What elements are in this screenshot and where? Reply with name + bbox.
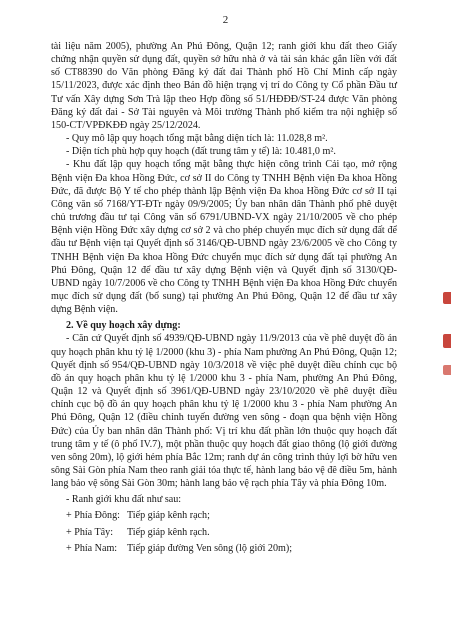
boundary-east-value: Tiếp giáp kênh rạch; [127,510,210,522]
page-number: 2 [222,14,229,26]
boundary-west [51,526,397,539]
section-heading-construction-planning: 2. Về quy hoạch xây dựng: [66,320,181,332]
paragraph-boundary-intro: - Ranh giới khu đất như sau: [66,494,182,506]
boundary-west-label: + Phía Tây: [66,526,113,538]
paragraph-location-continued: tài liệu năm 2005), phường An Phú Đông, Quận 12; ranh giới khu đất theo Giấy chứng nhận quyền sử dụng đất, quyền sở hữu nhà ở và tài sản khác gắn liền với đất số CT88390 do Văn phòng Đăng ký đất đai Thành phố Hồ Chí Minh cấp ngày 15/11/2023, được xác định theo Bản đồ hiện trạng vị trí do Công ty Cổ phần Đầu tư Tư vấn Xây dựng Sơn Trà lập theo Hợp đồng số 51/HĐĐĐ/ST-24 được Văn phòng Đăng ký đất đai - Sở Tài nguyên và Môi trường Thành phố kiểm tra nội nghiệp số 150-CT/VPĐKĐĐ ngày 25/12/2024. [51,41,397,131]
boundary-south-label: + Phía Nam: [66,542,118,554]
paragraph-planning-area: - Quy mô lập quy hoạch tổng mặt bằng diện tích là: 11.028,8 m². [66,133,328,145]
paragraph-planning-basis: - Căn cứ Quyết định số 4939/QĐ-UBND ngày 11/9/2013 của về phê duyệt đồ án quy hoạch phân khu tỷ lệ 1/2000 (khu 3) - phía Nam phường An Phú Đông, Quận 12; Quyết định số 954/QĐ-UBND ngày 10/3/2018 về việc phê duyệt điều chỉnh cục bộ đồ án quy hoạch phân khu tỷ lệ 1/2000 khu 3 - phía Nam, phường An Phú Đông, Quận 12 và Quyết định số 3961/QĐ-UBND ngày 23/10/2020 về phê duyệt điều chỉnh cục bộ đồ án quy hoạch phân khu tỷ lệ 1/2000 khu 3 - phía Nam phường An Phú Đông, Quận 12 (điều chỉnh tuyến đường ven sông - đoạn qua bệnh viện Hồng Đức) của Ủy ban nhân dân Thành phố: Vị trí khu đất phần lớn thuộc quy hoạch đất trung tâm y tế (ô phố IV.7), một phần thuộc quy hoạch đất giao thông (lộ giới đường ven sông 20m), lộ giới hẻm phía Bắc 12m; ranh dự án công trình thủy lợi bờ hữu ven sông Sài Gòn phía Nam theo ranh giải tỏa thực tế, hành lang bảo vệ đê điều 5m, hành lang bảo vệ sông Sài Gòn 30m; hành lang bảo vệ rạch phía Tây và phía Đông 10m. [51,333,397,490]
boundary-east-label: + Phía Đông: [66,510,120,522]
document-body [51,40,397,555]
page-edge-stamp-fragment [443,292,451,304]
page-edge-stamp-fragment [443,334,451,348]
boundary-east [51,509,397,522]
boundary-south [51,542,397,555]
paragraph-suitable-area: - Diện tích phù hợp quy hoạch (đất trung tâm y tế) là: 10.481,0 m². [66,146,336,158]
boundary-south-value: Tiếp giáp đường Ven sông (lộ giới 20m); [127,542,293,554]
paragraph-hospital-project: - Khu đất lập quy hoạch tổng mặt bằng thực hiện công trình Cải tạo, mở rộng Bệnh viện Đa khoa Hồng Đức, cơ sở II do Công ty TNHH Bệnh viện Đa khoa Hồng Đức, đã được Bộ Y tế cho phép thành lập Bệnh viện Đa khoa Hồng Đức cơ sở II tại Công văn số 7168/YT-ĐTr ngày 09/9/2005; Ủy ban nhân dân Thành phố phê duyệt chủ trương đầu tư tại Công văn số 6791/UBND-VX ngày 21/10/2005 về cho phép Bệnh viện Hồng Đức xây dựng cơ sở 2 và cho phép chuyển mục đích sử dụng đất để đầu tư Bệnh viện tại Quyết định số 3146/QĐ-UBND ngày 23/6/2005 về cho Công ty TNHH Bệnh viện Đa khoa Hồng Đức chuyển mục đích sử dụng đất tại phường An Phú Đông, Quận 12 để đầu tư xây dựng Bệnh viện và Quyết định số 3130/QĐ-UBND ngày 10/7/2006 về cho Công ty TNHH Bệnh viện Đa khoa Hồng Đức chuyển mục đích sử dụng đất (bổ sung) tại phường An Phú Đông, Quận 12 để đầu tư xây dựng Bệnh viện. [51,159,397,316]
boundary-west-value: Tiếp giáp kênh rạch. [127,526,210,538]
page-edge-stamp-fragment [443,365,451,375]
